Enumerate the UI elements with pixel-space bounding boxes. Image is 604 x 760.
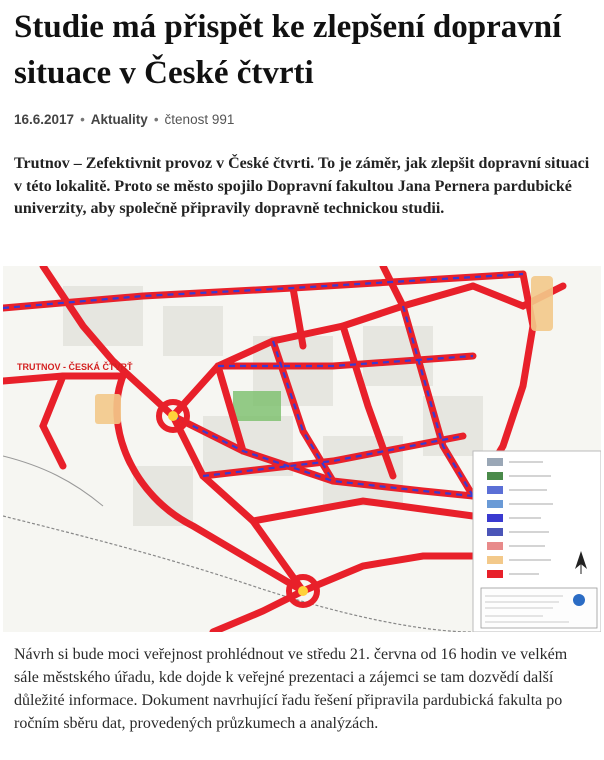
article-title: Studie má přispět ke zlepšení dopravní situace v České čtvrti — [14, 9, 562, 91]
map-drawing — [3, 266, 601, 632]
legend-swatches — [487, 458, 503, 578]
map-label: TRUTNOV - ČESKÁ ČTVRŤ — [17, 362, 133, 372]
traffic-study-map[interactable] — [3, 266, 601, 632]
readership-count: 991 — [211, 112, 235, 127]
article-meta — [14, 112, 234, 127]
meta-separator: • — [153, 112, 159, 127]
article-category-link[interactable]: Aktuality — [90, 112, 148, 127]
article-body: Návrh si bude moci veřejnost prohlédnout ve středu 21. června od 16 hodin ve velkém sále městského úřadu, kde dojde k veřejné prezentaci a zájemci se tam dozvědí další důležité informace. Dokument navrhující řadu řešení připravila pardubická fakulta po ročním sběru dat, provedených průzkumech a analýzách. — [14, 646, 568, 732]
meta-separator: • — [80, 112, 85, 127]
upce-logo-icon — [573, 594, 585, 606]
park-area — [233, 391, 281, 421]
map-legend — [473, 451, 601, 632]
article-date: 16.6.2017 — [14, 112, 75, 127]
article-lead: Trutnov – Zefektivnit provoz v České čtvrti. To je záměr, jak zlepšit dopravní situaci v této lokalitě. Proto se město spojilo Dopravní fakultou Jana Pernera pardubické univerzity, aby společně připravily dopravně technickou studii. — [14, 155, 590, 217]
readership-label: čtenost — [164, 112, 209, 127]
